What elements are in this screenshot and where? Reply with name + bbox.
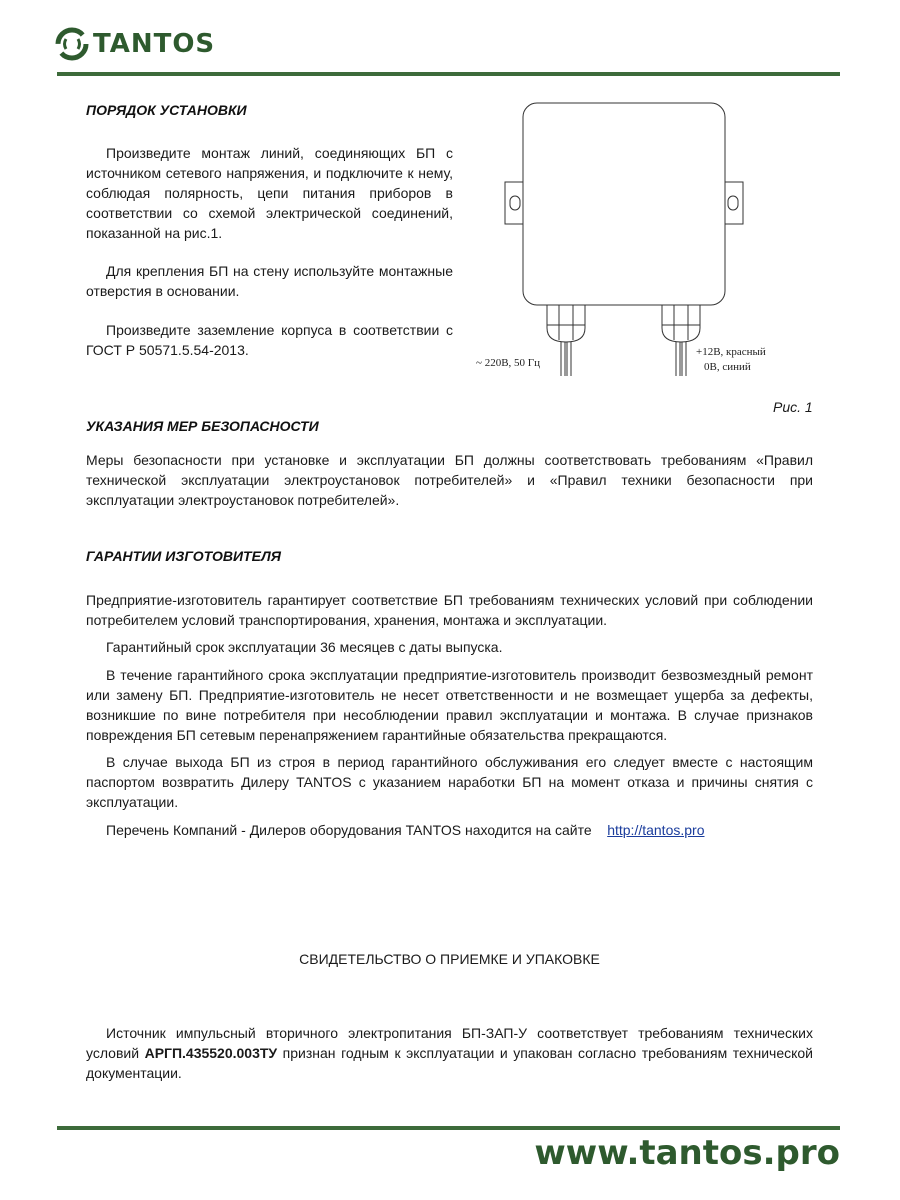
wiring-diagram [460,90,840,390]
installation-paragraph-2: Для крепления БП на стену используйте монтажные отверстия в основании. [86,263,453,299]
installation-heading: ПОРЯДОК УСТАНОВКИ [86,102,247,118]
safety-heading: УКАЗАНИЯ МЕР БЕЗОПАСНОСТИ [86,418,319,434]
warranty-heading: ГАРАНТИИ ИЗГОТОВИТЕЛЯ [86,548,281,564]
tantos-logo-icon [55,27,89,61]
footer-website: www.tantos.pro [534,1133,840,1173]
spec-code: АРГП.435520.003ТУ [144,1045,278,1061]
brand-name: TANTOS [93,29,216,59]
dealers-paragraph [86,820,813,840]
footer-divider [57,1126,840,1130]
warranty-paragraph-3: В течение гарантийного срока эксплуатации предприятие-изготовитель производит безвозмездный ремонт или замену БП. Предприятие-изготовитель не несет ответственности и не возмещает ущерба за дефекты, возникшие по вине потребителя при несоблюдении правил эксплуатации и монтажа. В случае признаков повреждения БП сетевым перенапряжением гарантийные обязательства прекращаются. [86,667,813,743]
warranty-paragraph-1: Предприятие-изготовитель гарантирует соответствие БП требованиям технических условий при соблюдении потребителем условий транспортирования, хранения, монтажа и эксплуатации. [86,592,813,628]
warranty-paragraph-2: Гарантийный срок эксплуатации 36 месяцев с даты выпуска. [106,639,503,655]
safety-paragraph: Меры безопасности при установке и эксплуатации БП должны соответствовать требованиям «Правил технической эксплуатации электроустановок потребителей» и «Правил техники безопасности при эксплуатации электроустановок потребителей». [86,452,813,508]
installation-paragraph-3: Произведите заземление корпуса в соответствии с ГОСТ Р 50571.5.54-2013. [86,322,453,358]
power-supply-drawing-icon [460,90,840,390]
figure-caption: Рис. 1 [773,399,813,415]
installation-paragraph-1: Произведите монтаж линий, соединяющих БП с источником сетевого напряжения, и подключите к нему, соблюдая полярность, цепи питания приборов в соответствии со схемой электрической соединений, показанной на рис.1. [86,145,453,241]
output-negative-label: 0В, синий [704,361,751,373]
dealers-link[interactable]: http://tantos.pro [607,822,705,838]
acceptance-text-before: Источник импульсный вторичного электропитания БП-ЗАП-У соответствует требованиям технических условий [86,1025,813,1061]
output-positive-label: +12В, красный [696,346,766,358]
acceptance-title: СВИДЕТЕЛЬСТВО О ПРИЕМКЕ И УПАКОВКЕ [299,951,600,967]
acceptance-paragraph [86,1023,813,1083]
acceptance-text-after: признан годным к эксплуатации и упакован согласно требованиям технической документации. [86,1045,813,1081]
header-divider [57,72,840,76]
warranty-paragraph-4: В случае выхода БП из строя в период гарантийного обслуживания его следует вместе с настоящим паспортом возвратить Дилеру TANTOS с указанием наработки БП на момент отказа и причины снятия с эксплуатации. [86,754,813,810]
brand-logo [55,24,215,64]
input-voltage-label: ~ 220В, 50 Гц [476,357,541,369]
dealers-text: Перечень Компаний - Дилеров оборудования TANTOS находится на сайте [106,822,592,838]
